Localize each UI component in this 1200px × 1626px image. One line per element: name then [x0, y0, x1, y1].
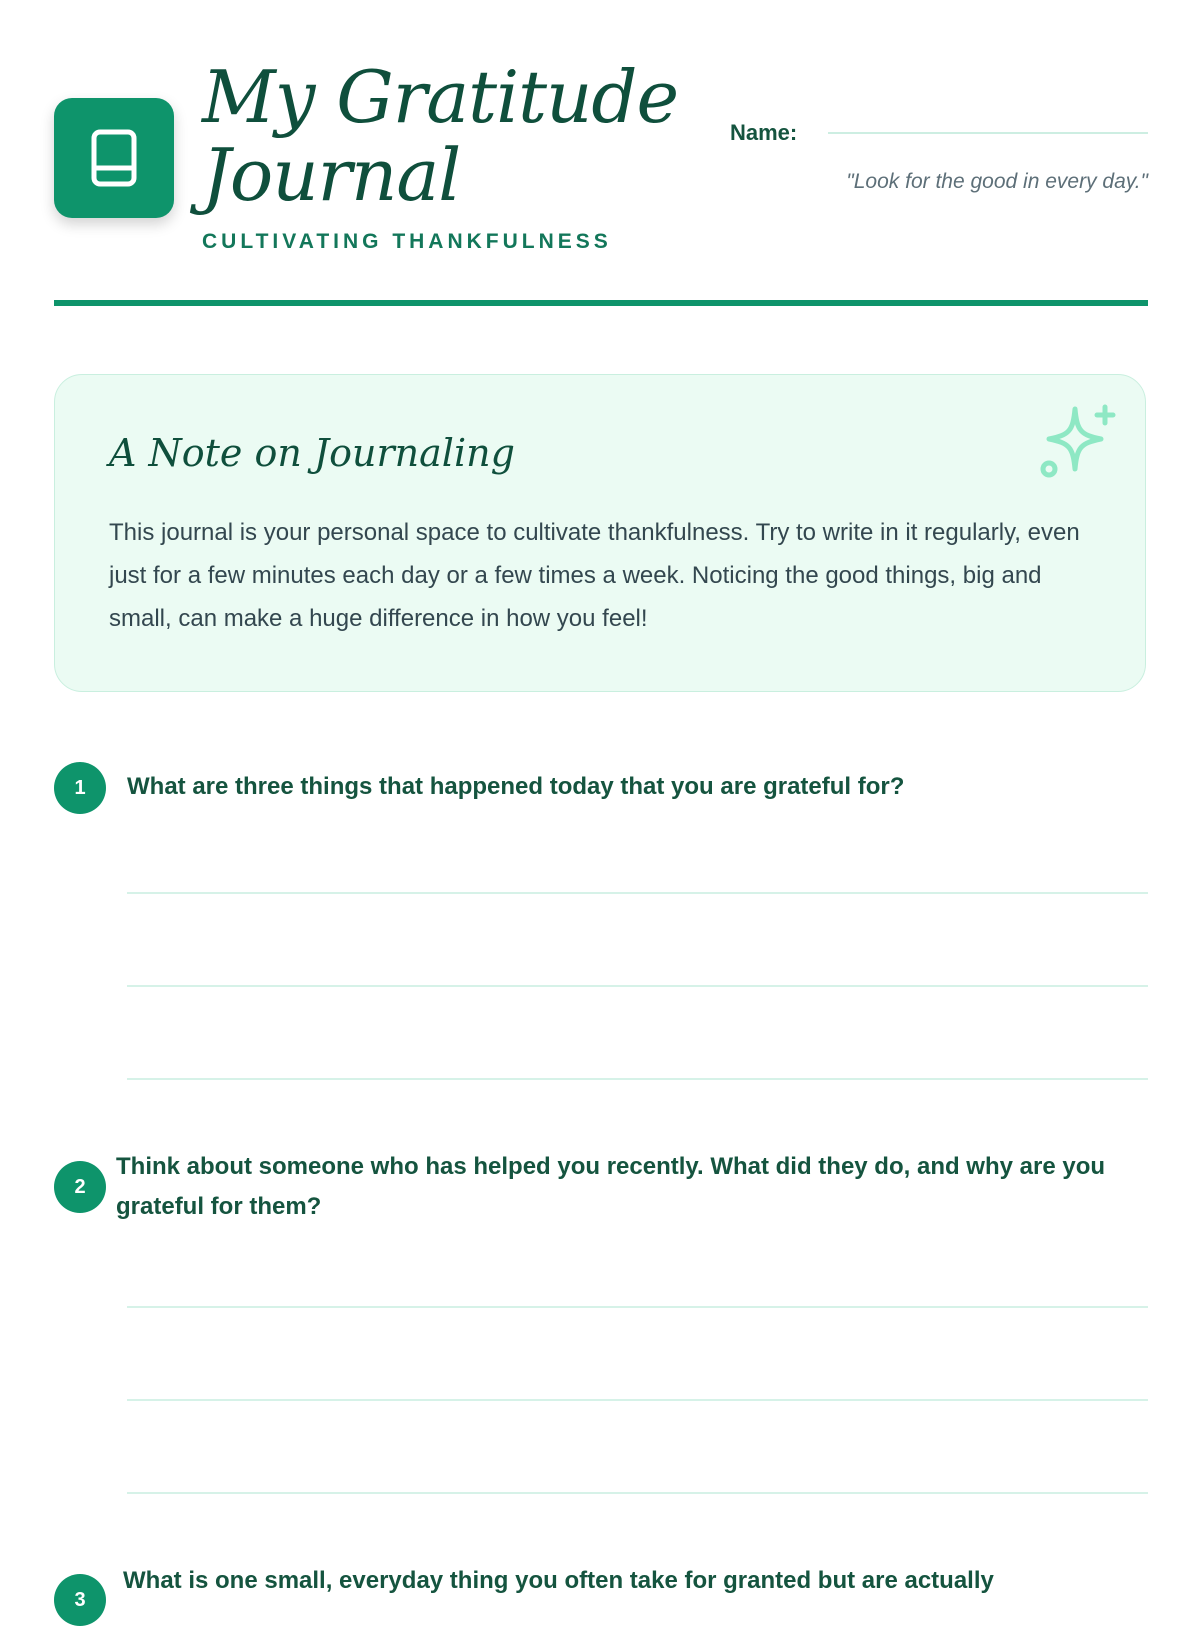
answer-line[interactable]	[127, 985, 1148, 987]
answer-line[interactable]	[127, 892, 1148, 894]
question-prompt: Think about someone who has helped you recently. What did they do, and why are you grateful for them?	[116, 1153, 1106, 1220]
title-line-1: My Gratitude	[202, 55, 679, 139]
question-prompt: What are three things that happened today that you are grateful for?	[127, 773, 905, 800]
page-title	[202, 55, 679, 217]
note-body: This journal is your personal space to cultivate thankfulness. Try to write in it regularly, even just for a few minutes each day or a few times a week. Noticing the good things, big and small, can make a huge difference in how you feel!	[109, 519, 1080, 632]
logo-badge	[54, 98, 174, 218]
header-divider	[54, 300, 1148, 306]
journaling-note-card	[54, 374, 1146, 692]
answer-line[interactable]	[127, 1078, 1148, 1080]
journal-header	[54, 55, 1148, 310]
answer-line[interactable]	[127, 1492, 1148, 1494]
answer-line[interactable]	[127, 1399, 1148, 1401]
question-prompt: What is one small, everyday thing you often take for granted but are actually	[123, 1567, 994, 1594]
header-quote: "Look for the good in every day."	[846, 170, 1148, 193]
question-number-badge: 2	[54, 1161, 106, 1213]
question-number-badge: 1	[54, 762, 106, 814]
question-number-badge: 3	[54, 1574, 106, 1626]
page-subtitle: CULTIVATING THANKFULNESS	[202, 230, 612, 253]
name-label: Name:	[730, 120, 798, 145]
answer-line[interactable]	[127, 1306, 1148, 1308]
sparkle-icon	[1039, 403, 1119, 487]
note-heading: A Note on Journaling	[109, 431, 515, 475]
title-line-2: Journal	[202, 133, 461, 217]
name-field[interactable]	[828, 132, 1148, 134]
